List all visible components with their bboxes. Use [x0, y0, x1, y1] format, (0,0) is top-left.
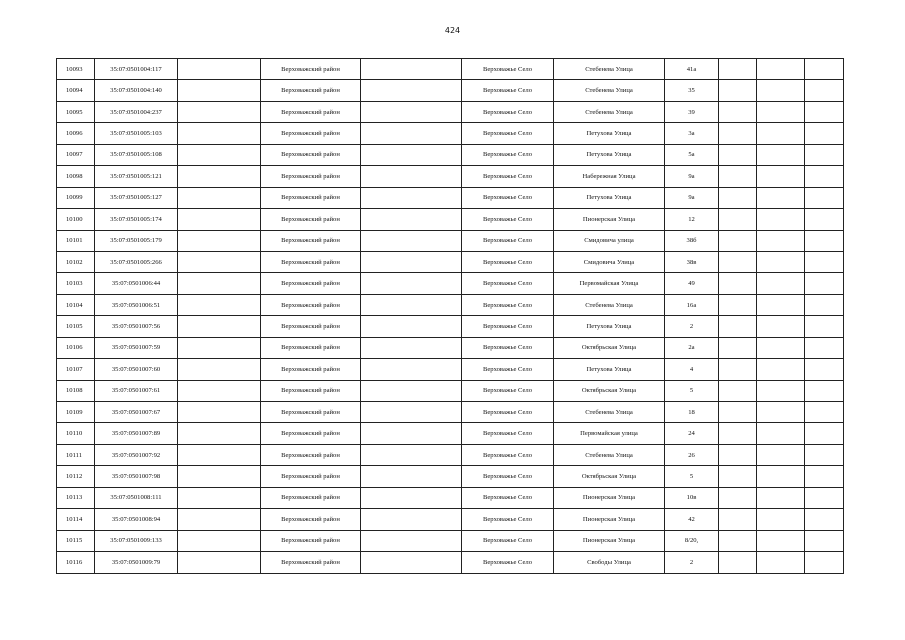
cell-district: Верховажский район — [261, 101, 361, 122]
table-row — [57, 316, 844, 337]
cell-empty — [805, 144, 844, 165]
cell-cadastral-number: 35:07:0501007:60 — [95, 359, 178, 380]
cell-empty — [719, 209, 757, 230]
cell-empty — [361, 444, 462, 465]
table-row — [57, 251, 844, 272]
table-row — [57, 101, 844, 122]
cell-empty — [757, 487, 805, 508]
cell-cadastral-number: 35:07:0501006:44 — [95, 273, 178, 294]
cell-district: Верховажский район — [261, 402, 361, 423]
cell-settlement: Верховажье Село — [462, 59, 554, 80]
cell-empty — [361, 166, 462, 187]
cell-street: Петухова Улица — [554, 187, 665, 208]
cell-street: Петухова Улица — [554, 144, 665, 165]
cell-empty — [719, 59, 757, 80]
cell-cadastral-number: 35:07:0501005:121 — [95, 166, 178, 187]
cell-settlement: Верховажье Село — [462, 144, 554, 165]
cell-house-number: 38б — [665, 230, 719, 251]
cell-district: Верховажский район — [261, 80, 361, 101]
cell-empty — [719, 359, 757, 380]
cell-empty — [361, 123, 462, 144]
cell-empty — [757, 144, 805, 165]
cell-empty — [178, 80, 261, 101]
cell-empty — [719, 101, 757, 122]
cell-empty — [805, 380, 844, 401]
cell-house-number: 24 — [665, 423, 719, 444]
table-row — [57, 444, 844, 465]
cell-empty — [178, 337, 261, 358]
cell-district: Верховажский район — [261, 423, 361, 444]
cell-empty — [361, 359, 462, 380]
cell-settlement: Верховажье Село — [462, 273, 554, 294]
cell-street: Стебенева Улица — [554, 59, 665, 80]
cell-empty — [719, 273, 757, 294]
cell-house-number: 39 — [665, 101, 719, 122]
cell-house-number: 26 — [665, 444, 719, 465]
cell-row-number: 10108 — [57, 380, 95, 401]
cell-empty — [719, 144, 757, 165]
cell-empty — [178, 251, 261, 272]
cell-empty — [757, 316, 805, 337]
cell-empty — [757, 251, 805, 272]
cell-empty — [805, 59, 844, 80]
cell-empty — [178, 166, 261, 187]
cell-row-number: 10097 — [57, 144, 95, 165]
cell-house-number: 2 — [665, 552, 719, 573]
table-row — [57, 466, 844, 487]
cell-cadastral-number: 35:07:0501007:56 — [95, 316, 178, 337]
cell-house-number: 12 — [665, 209, 719, 230]
cell-settlement: Верховажье Село — [462, 423, 554, 444]
cell-settlement: Верховажье Село — [462, 552, 554, 573]
cell-empty — [805, 273, 844, 294]
cell-cadastral-number: 35:07:0501007:67 — [95, 402, 178, 423]
cell-empty — [719, 337, 757, 358]
cell-empty — [361, 59, 462, 80]
cell-empty — [805, 487, 844, 508]
cell-district: Верховажский район — [261, 487, 361, 508]
registry-table — [56, 58, 844, 574]
cell-empty — [719, 487, 757, 508]
cell-district: Верховажский район — [261, 144, 361, 165]
cell-empty — [719, 423, 757, 444]
table-row — [57, 209, 844, 230]
cell-empty — [757, 166, 805, 187]
table-row — [57, 230, 844, 251]
cell-empty — [178, 530, 261, 551]
cell-district: Верховажский район — [261, 209, 361, 230]
cell-row-number: 10103 — [57, 273, 95, 294]
table-row — [57, 337, 844, 358]
cell-street: Стебенева Улица — [554, 402, 665, 423]
cell-empty — [757, 509, 805, 530]
cell-row-number: 10101 — [57, 230, 95, 251]
cell-empty — [757, 380, 805, 401]
cell-street: Смидовича улица — [554, 230, 665, 251]
cell-empty — [361, 230, 462, 251]
cell-street: Пионерская Улица — [554, 487, 665, 508]
cell-settlement: Верховажье Село — [462, 80, 554, 101]
cell-empty — [757, 209, 805, 230]
cell-settlement: Верховажье Село — [462, 509, 554, 530]
table-row — [57, 380, 844, 401]
cell-empty — [719, 166, 757, 187]
cell-empty — [361, 209, 462, 230]
cell-street: Стебенева Улица — [554, 294, 665, 315]
cell-empty — [757, 337, 805, 358]
cell-empty — [805, 187, 844, 208]
cell-row-number: 10093 — [57, 59, 95, 80]
cell-empty — [178, 359, 261, 380]
cell-cadastral-number: 35:07:0501008:94 — [95, 509, 178, 530]
cell-house-number: 9а — [665, 187, 719, 208]
cell-empty — [719, 230, 757, 251]
cell-empty — [178, 273, 261, 294]
cell-empty — [178, 444, 261, 465]
cell-street: Петухова Улица — [554, 123, 665, 144]
cell-house-number: 5а — [665, 144, 719, 165]
table-row — [57, 80, 844, 101]
cell-street: Стебенева Улица — [554, 101, 665, 122]
cell-house-number: 3а — [665, 123, 719, 144]
cell-settlement: Верховажье Село — [462, 337, 554, 358]
page-number: 424 — [444, 26, 461, 35]
cell-empty — [178, 552, 261, 573]
cell-empty — [805, 294, 844, 315]
table-row — [57, 402, 844, 423]
cell-row-number: 10106 — [57, 337, 95, 358]
cell-empty — [361, 380, 462, 401]
cell-empty — [178, 187, 261, 208]
cell-empty — [757, 230, 805, 251]
cell-house-number: 38в — [665, 251, 719, 272]
cell-district: Верховажский район — [261, 187, 361, 208]
cell-district: Верховажский район — [261, 251, 361, 272]
cell-empty — [361, 423, 462, 444]
table-row — [57, 530, 844, 551]
cell-empty — [757, 359, 805, 380]
cell-cadastral-number: 35:07:0501004:237 — [95, 101, 178, 122]
cell-cadastral-number: 35:07:0501009:79 — [95, 552, 178, 573]
cell-district: Верховажский район — [261, 316, 361, 337]
cell-row-number: 10109 — [57, 402, 95, 423]
cell-empty — [757, 59, 805, 80]
cell-empty — [361, 337, 462, 358]
cell-empty — [805, 359, 844, 380]
cell-empty — [178, 144, 261, 165]
cell-house-number: 49 — [665, 273, 719, 294]
cell-empty — [361, 487, 462, 508]
cell-cadastral-number: 35:07:0501007:89 — [95, 423, 178, 444]
cell-empty — [361, 101, 462, 122]
cell-house-number: 35 — [665, 80, 719, 101]
cell-empty — [757, 294, 805, 315]
cell-empty — [719, 530, 757, 551]
cell-cadastral-number: 35:07:0501004:140 — [95, 80, 178, 101]
table-row — [57, 144, 844, 165]
cell-district: Верховажский район — [261, 509, 361, 530]
table-row — [57, 509, 844, 530]
cell-empty — [757, 466, 805, 487]
cell-row-number: 10111 — [57, 444, 95, 465]
cell-settlement: Верховажье Село — [462, 444, 554, 465]
cell-row-number: 10105 — [57, 316, 95, 337]
cell-cadastral-number: 35:07:0501005:108 — [95, 144, 178, 165]
cell-empty — [757, 80, 805, 101]
cell-empty — [757, 101, 805, 122]
cell-house-number: 2 — [665, 316, 719, 337]
cell-empty — [757, 423, 805, 444]
cell-empty — [178, 230, 261, 251]
cell-empty — [719, 123, 757, 144]
cell-district: Верховажский район — [261, 444, 361, 465]
cell-house-number: 41а — [665, 59, 719, 80]
cell-settlement: Верховажье Село — [462, 380, 554, 401]
table-row — [57, 123, 844, 144]
registry-table-body — [57, 59, 844, 574]
cell-row-number: 10095 — [57, 101, 95, 122]
cell-street: Октябрьская Улица — [554, 337, 665, 358]
cell-street: Пионерская Улица — [554, 209, 665, 230]
cell-empty — [719, 294, 757, 315]
cell-district: Верховажский район — [261, 359, 361, 380]
cell-row-number: 10100 — [57, 209, 95, 230]
cell-empty — [719, 316, 757, 337]
cell-district: Верховажский район — [261, 123, 361, 144]
cell-empty — [719, 552, 757, 573]
cell-empty — [361, 144, 462, 165]
cell-empty — [805, 423, 844, 444]
cell-empty — [178, 423, 261, 444]
cell-house-number: 9а — [665, 166, 719, 187]
table-row — [57, 487, 844, 508]
cell-empty — [361, 273, 462, 294]
cell-empty — [805, 166, 844, 187]
cell-empty — [178, 316, 261, 337]
cell-street: Петухова Улица — [554, 359, 665, 380]
cell-empty — [719, 402, 757, 423]
cell-settlement: Верховажье Село — [462, 359, 554, 380]
cell-settlement: Верховажье Село — [462, 294, 554, 315]
cell-empty — [361, 466, 462, 487]
cell-settlement: Верховажье Село — [462, 487, 554, 508]
cell-settlement: Верховажье Село — [462, 316, 554, 337]
cell-cadastral-number: 35:07:0501005:266 — [95, 251, 178, 272]
cell-street: Смидовича Улица — [554, 251, 665, 272]
cell-district: Верховажский район — [261, 380, 361, 401]
cell-empty — [719, 187, 757, 208]
cell-cadastral-number: 35:07:0501004:117 — [95, 59, 178, 80]
table-row — [57, 187, 844, 208]
table-row — [57, 59, 844, 80]
cell-row-number: 10094 — [57, 80, 95, 101]
cell-cadastral-number: 35:07:0501005:103 — [95, 123, 178, 144]
cell-empty — [805, 230, 844, 251]
cell-row-number: 10098 — [57, 166, 95, 187]
table-row — [57, 166, 844, 187]
cell-empty — [757, 444, 805, 465]
cell-cadastral-number: 35:07:0501007:98 — [95, 466, 178, 487]
cell-house-number: 5 — [665, 380, 719, 401]
cell-empty — [178, 466, 261, 487]
cell-street: Первомайская Улица — [554, 273, 665, 294]
cell-empty — [805, 251, 844, 272]
cell-empty — [361, 251, 462, 272]
cell-empty — [805, 337, 844, 358]
cell-cadastral-number: 35:07:0501009:133 — [95, 530, 178, 551]
cell-row-number: 10116 — [57, 552, 95, 573]
cell-row-number: 10107 — [57, 359, 95, 380]
cell-empty — [805, 509, 844, 530]
cell-district: Верховажский район — [261, 337, 361, 358]
table-row — [57, 273, 844, 294]
table-row — [57, 423, 844, 444]
cell-empty — [178, 402, 261, 423]
table-row — [57, 552, 844, 573]
cell-settlement: Верховажье Село — [462, 101, 554, 122]
cell-settlement: Верховажье Село — [462, 187, 554, 208]
cell-empty — [757, 530, 805, 551]
cell-settlement: Верховажье Село — [462, 209, 554, 230]
cell-empty — [805, 316, 844, 337]
cell-street: Пионерская Улица — [554, 509, 665, 530]
cell-empty — [757, 123, 805, 144]
cell-street: Стебенева Улица — [554, 444, 665, 465]
cell-empty — [805, 80, 844, 101]
cell-settlement: Верховажье Село — [462, 466, 554, 487]
cell-empty — [719, 380, 757, 401]
cell-cadastral-number: 35:07:0501005:174 — [95, 209, 178, 230]
cell-district: Верховажский район — [261, 230, 361, 251]
cell-empty — [805, 402, 844, 423]
cell-empty — [178, 294, 261, 315]
cell-cadastral-number: 35:07:0501005:179 — [95, 230, 178, 251]
cell-street: Октябрьская Улица — [554, 466, 665, 487]
cell-empty — [361, 552, 462, 573]
cell-empty — [757, 187, 805, 208]
cell-house-number: 5 — [665, 466, 719, 487]
cell-empty — [805, 123, 844, 144]
cell-house-number: 8/20, — [665, 530, 719, 551]
cell-empty — [719, 251, 757, 272]
cell-district: Верховажский район — [261, 466, 361, 487]
cell-row-number: 10112 — [57, 466, 95, 487]
cell-empty — [361, 530, 462, 551]
cell-row-number: 10099 — [57, 187, 95, 208]
cell-district: Верховажский район — [261, 273, 361, 294]
cell-street: Свободы Улица — [554, 552, 665, 573]
cell-house-number: 2а — [665, 337, 719, 358]
cell-empty — [361, 509, 462, 530]
cell-empty — [757, 552, 805, 573]
cell-house-number: 10в — [665, 487, 719, 508]
cell-district: Верховажский район — [261, 530, 361, 551]
cell-settlement: Верховажье Село — [462, 251, 554, 272]
cell-house-number: 42 — [665, 509, 719, 530]
cell-street: Петухова Улица — [554, 316, 665, 337]
cell-empty — [361, 402, 462, 423]
cell-house-number: 4 — [665, 359, 719, 380]
cell-empty — [178, 101, 261, 122]
cell-empty — [805, 466, 844, 487]
cell-settlement: Верховажье Село — [462, 230, 554, 251]
cell-settlement: Верховажье Село — [462, 123, 554, 144]
cell-district: Верховажский район — [261, 166, 361, 187]
cell-empty — [757, 273, 805, 294]
cell-row-number: 10113 — [57, 487, 95, 508]
cell-street: Стебенева Улица — [554, 80, 665, 101]
cell-empty — [805, 444, 844, 465]
cell-street: Набережная Улица — [554, 166, 665, 187]
cell-empty — [178, 59, 261, 80]
cell-empty — [719, 509, 757, 530]
cell-district: Верховажский район — [261, 294, 361, 315]
cell-empty — [805, 209, 844, 230]
cell-house-number: 16а — [665, 294, 719, 315]
cell-empty — [719, 466, 757, 487]
cell-empty — [178, 209, 261, 230]
cell-settlement: Верховажье Село — [462, 166, 554, 187]
cell-empty — [719, 444, 757, 465]
cell-row-number: 10115 — [57, 530, 95, 551]
cell-empty — [178, 123, 261, 144]
cell-empty — [178, 487, 261, 508]
cell-cadastral-number: 35:07:0501007:61 — [95, 380, 178, 401]
cell-row-number: 10104 — [57, 294, 95, 315]
cell-empty — [361, 80, 462, 101]
cell-empty — [178, 380, 261, 401]
cell-cadastral-number: 35:07:0501007:59 — [95, 337, 178, 358]
cell-row-number: 10096 — [57, 123, 95, 144]
cell-street: Октябрьская Улица — [554, 380, 665, 401]
cell-settlement: Верховажье Село — [462, 402, 554, 423]
cell-empty — [178, 509, 261, 530]
cell-cadastral-number: 35:07:0501008:111 — [95, 487, 178, 508]
cell-empty — [361, 294, 462, 315]
cell-empty — [757, 402, 805, 423]
table-row — [57, 294, 844, 315]
cell-cadastral-number: 35:07:0501006:51 — [95, 294, 178, 315]
cell-empty — [805, 530, 844, 551]
cell-row-number: 10102 — [57, 251, 95, 272]
cell-street: Первомайская улица — [554, 423, 665, 444]
cell-empty — [805, 552, 844, 573]
table-row — [57, 359, 844, 380]
cell-street: Пионерская Улица — [554, 530, 665, 551]
cell-empty — [805, 101, 844, 122]
cell-empty — [361, 187, 462, 208]
cell-district: Верховажский район — [261, 552, 361, 573]
cell-cadastral-number: 35:07:0501007:92 — [95, 444, 178, 465]
cell-house-number: 18 — [665, 402, 719, 423]
cell-row-number: 10114 — [57, 509, 95, 530]
cell-empty — [719, 80, 757, 101]
cell-district: Верховажский район — [261, 59, 361, 80]
cell-settlement: Верховажье Село — [462, 530, 554, 551]
cell-cadastral-number: 35:07:0501005:127 — [95, 187, 178, 208]
cell-empty — [361, 316, 462, 337]
cell-row-number: 10110 — [57, 423, 95, 444]
